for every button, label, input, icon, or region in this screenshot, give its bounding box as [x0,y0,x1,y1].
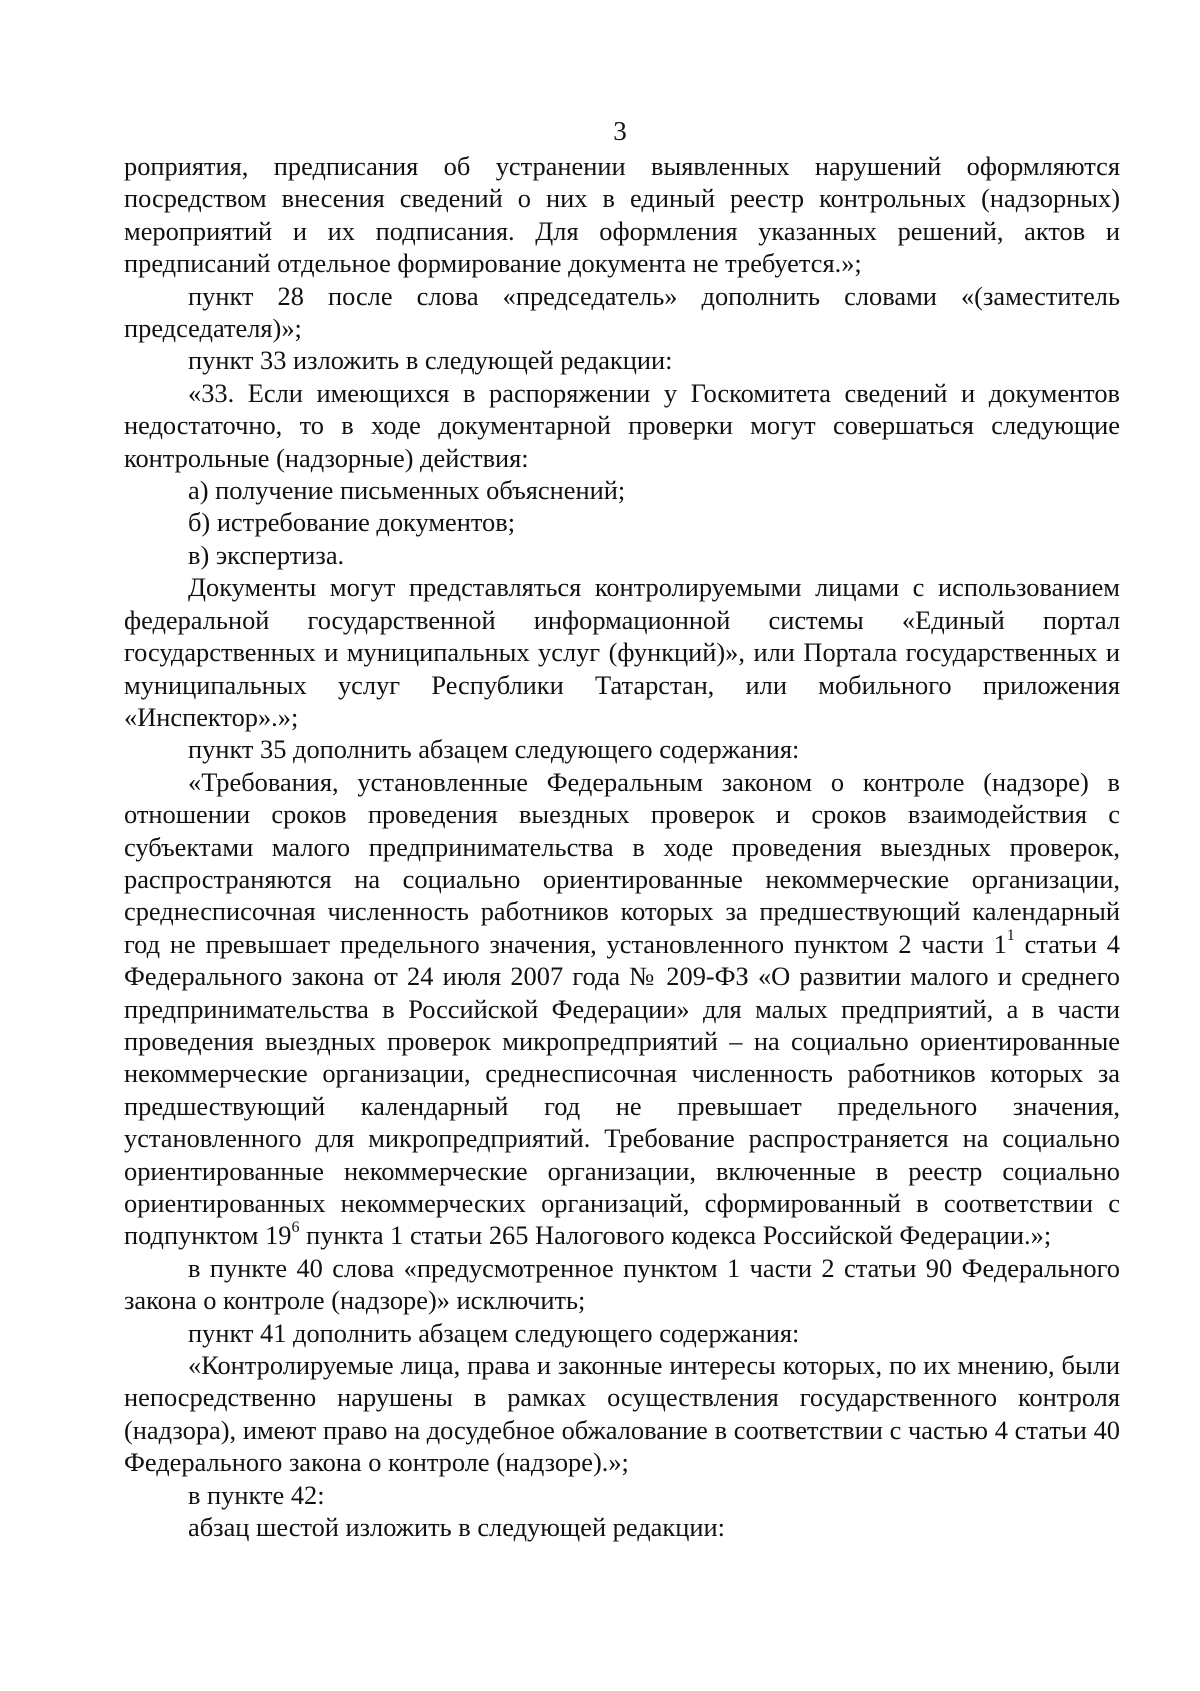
paragraph-item-40: в пункте 40 слова «предусмотренное пунктом 1 части 2 статьи 90 Федерального закона о контроле (надзоре)» исключить; [124,1252,1120,1316]
paragraph-item-42-abzac: абзац шестой изложить в следующей редакции: [188,1512,725,1543]
paragraph-item-35-intro: пункт 35 дополнить абзацем следующего содержания: [188,734,800,765]
list-item-v: в) экспертиза. [188,539,345,570]
superscript: 1 [1006,926,1015,944]
list-item-b: б) истребование документов; [188,507,516,538]
paragraph-text-part: статьи 4 Федерального закона от 24 июля 2007 года № 209-ФЗ «О развитии малого и среднего предпринимательства в Российской Федерации» для малых предприятий, а в части проведения выездных проверок микропредприятий – на социально ориентированные некоммерческие организации, среднесписочная численность работников которых за предшествующий календарный год не превышает предельного значения, установленного для микропредприятий. Требование распространяется на социально ориентированные некоммерческие организации, включенные в реестр социально ориентированных некоммерческих организаций, сформированный в соответствии с подпунктом 19 [124,928,1120,1251]
paragraph-item-35-text [124,766,1120,1252]
paragraph-item-41-intro: пункт 41 дополнить абзацем следующего содержания: [188,1317,800,1348]
paragraph-item-28: пункт 28 после слова «председатель» дополнить словами «(заместитель председателя)»; [124,280,1120,344]
list-item-a: а) получение письменных объяснений; [188,475,626,506]
paragraph-documents: Документы могут представляться контролируемыми лицами с использованием федеральной государственной информационной системы «Единый портал государственных и муниципальных услуг (функций)», или Портала государственных и муниципальных услуг Республики Татарстан, или мобильного приложения «Инспектор».»; [124,572,1120,732]
paragraph-item-41-text: «Контролируемые лица, права и законные интересы которых, по их мнению, были непосредственно нарушены в рамках осуществления государственного контроля (надзора), имеют право на досудебное обжалование в соответствии с частью 4 статьи 40 Федерального закона о контроле (надзоре).»; [124,1350,1120,1478]
paragraph-text-part: «Требования, установленные Федеральным законом о контроле (надзоре) в отношении сроков проведения выездных проверок и сроков взаимодействия с субъектами малого предпринимательства в ходе проведения выездных проверок, распространяются на социально ориентированные некоммерческие организации, среднесписочная численность работников которых за предшествующий календарный год не превышает предельного значения, установленного пунктом 2 части 1 [124,766,1120,959]
page-number: 3 [613,116,627,146]
paragraph-item-42-intro: в пункте 42: [188,1479,325,1510]
paragraph-text-part: пункта 1 статьи 265 Налогового кодекса Российской Федерации.»; [299,1220,1052,1251]
document-body [124,150,1120,1543]
paragraph-item-33-intro: пункт 33 изложить в следующей редакции: [188,345,673,376]
paragraph-continuation: роприятия, предписания об устранении выявленных нарушений оформляются посредством внесения сведений о них в единый реестр контрольных (надзорных) мероприятий и их подписания. Для оформления указанных решений, актов и предписаний отдельное формирование документа не требуется.»; [124,151,1120,279]
paragraph-item-33-text: «33. Если имеющихся в распоряжении у Госкомитета сведений и документов недостаточно, то в ходе документарной проверки могут совершаться следующие контрольные (надзорные) действия: [124,377,1120,473]
superscript: 6 [291,1218,300,1236]
